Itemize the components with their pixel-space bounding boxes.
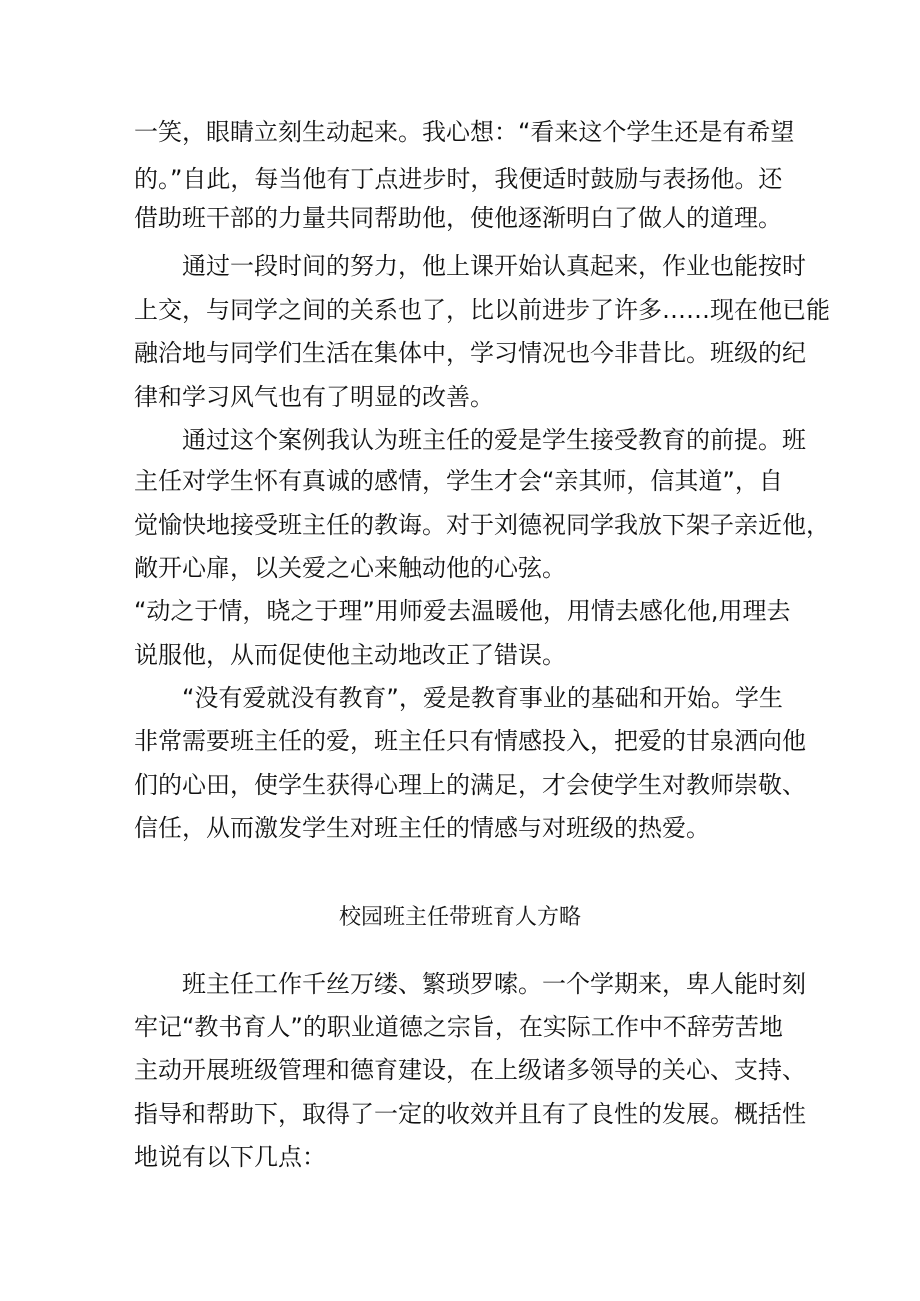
text-line: 指导和帮助下，取得了一定的收效并且有了良性的发展。概括性: [134, 1100, 806, 1128]
text-line: 通过一段时间的努力，他上课开始认真起来，作业也能按时: [182, 252, 806, 280]
section-title: 校园班主任带班育人方略: [338, 905, 581, 930]
text-line: 非常需要班主任的爱，班主任只有情感投入，把爱的甘泉洒向他: [134, 727, 806, 755]
text-line: “动之于情，晓之于理”用师爱去温暖他，用情去感化他,用理去: [134, 597, 791, 625]
text-line: 班主任工作千丝万缕、繁琐罗嗦。一个学期来，卑人能时刻: [182, 970, 806, 998]
text-line: 通过这个案例我认为班主任的爱是学生接受教育的前提。班: [182, 426, 806, 454]
text-line: 敞开心扉，以关爱之心来触动他的心弦。: [134, 554, 566, 582]
text-line: 主动开展班级管理和德育建设，在上级诸多领导的关心、支持、: [134, 1056, 806, 1084]
text-line: 信任，从而激发学生对班主任的情感与对班级的热爱。: [134, 814, 710, 842]
text-line: 融洽地与同学们生活在集体中，学习情况也今非昔比。班级的纪: [134, 339, 806, 367]
text-line: 们的心田，使学生获得心理上的满足，才会使学生对教师崇敬、: [134, 771, 806, 799]
text-line: 律和学习风气也有了明显的改善。: [134, 383, 494, 411]
text-line: 主任对学生怀有真诚的感情，学生才会“亲其师，信其道”，自: [134, 467, 783, 495]
text-line: 借助班干部的力量共同帮助他，使他逐渐明白了做人的道理。: [134, 204, 782, 232]
text-line: 牢记“教书育人”的职业道德之宗旨，在实际工作中不辞劳苦地: [134, 1013, 783, 1041]
text-line: 的。”自此，每当他有丁点进步时，我便适时鼓励与表扬他。还: [134, 165, 783, 193]
text-line: 一笑，眼睛立刻生动起来。我心想：“看来这个学生还是有希望: [134, 118, 795, 146]
text-line: 上交，与同学之间的关系也了，比以前进步了许多……现在他已能: [134, 296, 830, 324]
text-line: 觉愉快地接受班主任的教诲。对于刘德祝同学我放下架子亲近他，: [134, 511, 830, 539]
text-line: 说服他，从而促使他主动地改正了错误。: [134, 641, 566, 669]
text-line: “没有爱就没有教育”，爱是教育事业的基础和开始。学生: [182, 684, 783, 712]
text-line: 地说有以下几点：: [134, 1143, 326, 1171]
